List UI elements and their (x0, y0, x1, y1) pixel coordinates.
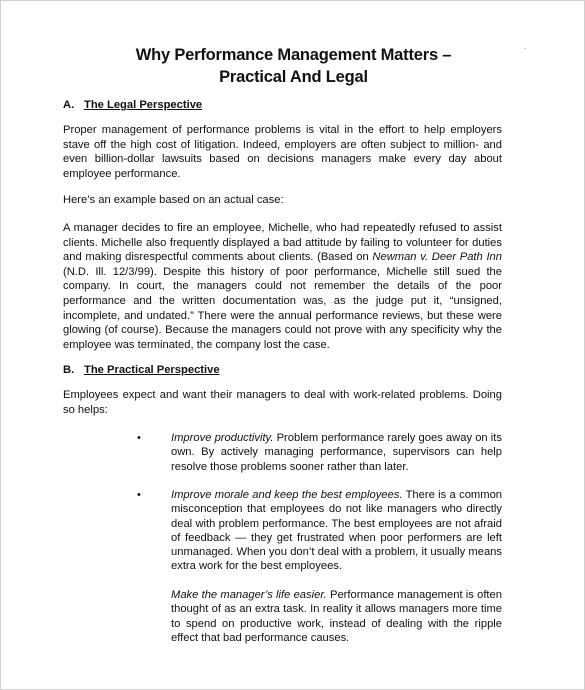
title-line-2: Practical And Legal (219, 68, 368, 86)
list-item-3 (171, 588, 502, 645)
list-item-1-text: Problem performance rarely goes away on its own. By actively managing performance, supervisors can help resolve those problems sooner rather than later. (171, 432, 502, 473)
bullet-2: • (137, 489, 141, 501)
case-text-start: A manager decides to fire an employee, Michelle, who had repeatedly refused to assist clients. Michelle also frequently displayed a bad attitude by failing to volunteer for duties and making disrespectful comments about clients. (Based on (63, 222, 502, 264)
legal-paragraph-2: Here’s an example based on an actual case: (63, 194, 284, 206)
section-b-letter: B. (63, 364, 75, 376)
title-line-1: Why Performance Management Matters – (135, 46, 452, 64)
list-item-2 (171, 488, 502, 574)
document-title (1, 44, 585, 88)
list-item-1-lead: Improve productivity. (171, 432, 274, 444)
list-item-3-lead: Make the manager’s life easier. (171, 589, 327, 601)
practical-intro: Employees expect and want their managers to deal with work-related problems. Doing so helps: (63, 389, 502, 416)
section-a-heading (63, 98, 202, 112)
bullet-1: • (137, 432, 141, 444)
section-a-title: The Legal Perspective (84, 99, 203, 111)
list-item-1 (171, 431, 502, 474)
list-item-2-text: There is a common misconception that employees do not like managers who directly deal with problem performance. The best employees are not afraid of feedback — they get frustrated when poor performers are left unmanaged. When you don’t deal with a problem, it usually means extra work for the best employees. (171, 489, 503, 573)
section-b-title: The Practical Perspective (84, 364, 220, 376)
list-item-2-lead: Improve morale and keep the best employees. (171, 489, 403, 501)
section-b-heading (63, 363, 220, 377)
list-item-3-text: Performance management is often thought of as an extra task. In reality it allows managers more time to spend on productive work, instead of dealing with the ripple effect that bad performance causes. (171, 589, 502, 644)
case-text-end: (N.D. Ill. 12/3/99). Despite this history of poor performance, Michelle still sued the company. In court, the managers could not remember the details of the poor performance and the written documentation was, as the judge put it, “unsigned, incomplete, and undated.” There were the annual performance reviews, but these were glowing (of course). Because the managers could not prove with any specificity why the employee was terminated, the company lost the case. (63, 265, 502, 351)
legal-paragraph-1: Proper management of performance problems is vital in the effort to help employers stave off the high cost of litigation. Indeed, employers are often subject to million- and even billion-dollar lawsuits based on decisions managers make every day about employee performance. (63, 124, 502, 180)
legal-paragraph-3 (63, 221, 502, 352)
case-name: Newman v. Deer Path Inn (372, 251, 502, 264)
section-a-letter: A. (63, 99, 75, 111)
